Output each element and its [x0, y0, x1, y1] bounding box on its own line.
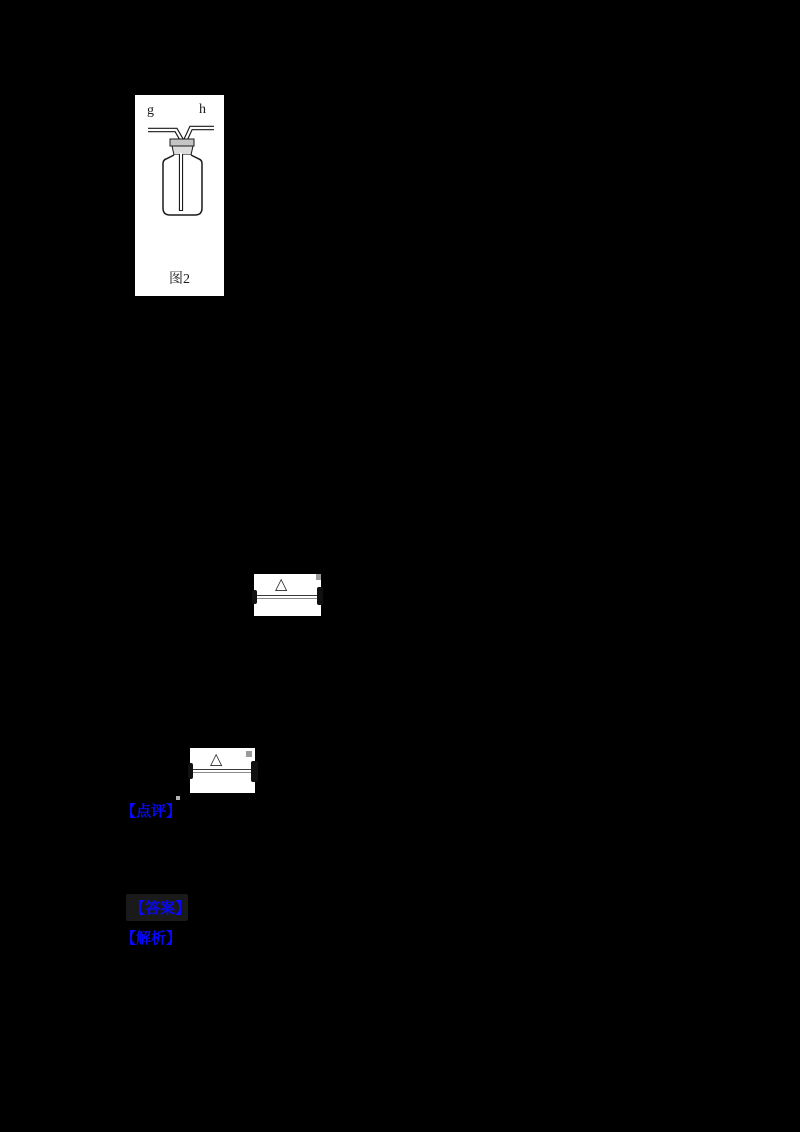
- stopper-rim: [170, 139, 194, 146]
- section-label-review: 【点评】: [121, 802, 182, 820]
- port-g-label: g: [147, 103, 154, 118]
- clipped-text-fragment: [188, 763, 193, 779]
- clipped-text-fragment: [252, 590, 257, 604]
- gas-washing-bottle-drawing: [135, 95, 224, 296]
- stopper-body: [172, 146, 193, 155]
- section-label-analysis: 【解析】: [121, 929, 182, 947]
- equals-double-line: [256, 595, 318, 599]
- clipped-text-fragment: [317, 587, 323, 605]
- port-h-label: h: [199, 102, 206, 117]
- equation-condition-image-1: [254, 574, 321, 616]
- heat-delta-symbol: △: [275, 574, 288, 593]
- figure-caption: 图2: [169, 272, 190, 287]
- clipped-text-fragment: [316, 574, 321, 580]
- clipped-text-fragment: [246, 751, 252, 757]
- equation-condition-image-2: [190, 748, 255, 793]
- figure2-gas-washing-bottle-image: [135, 95, 224, 296]
- heat-delta-symbol: △: [210, 749, 223, 768]
- clipped-text-fragment: [251, 761, 258, 782]
- equals-double-line: [191, 769, 252, 773]
- section-label-answer: 【答案】: [130, 899, 191, 917]
